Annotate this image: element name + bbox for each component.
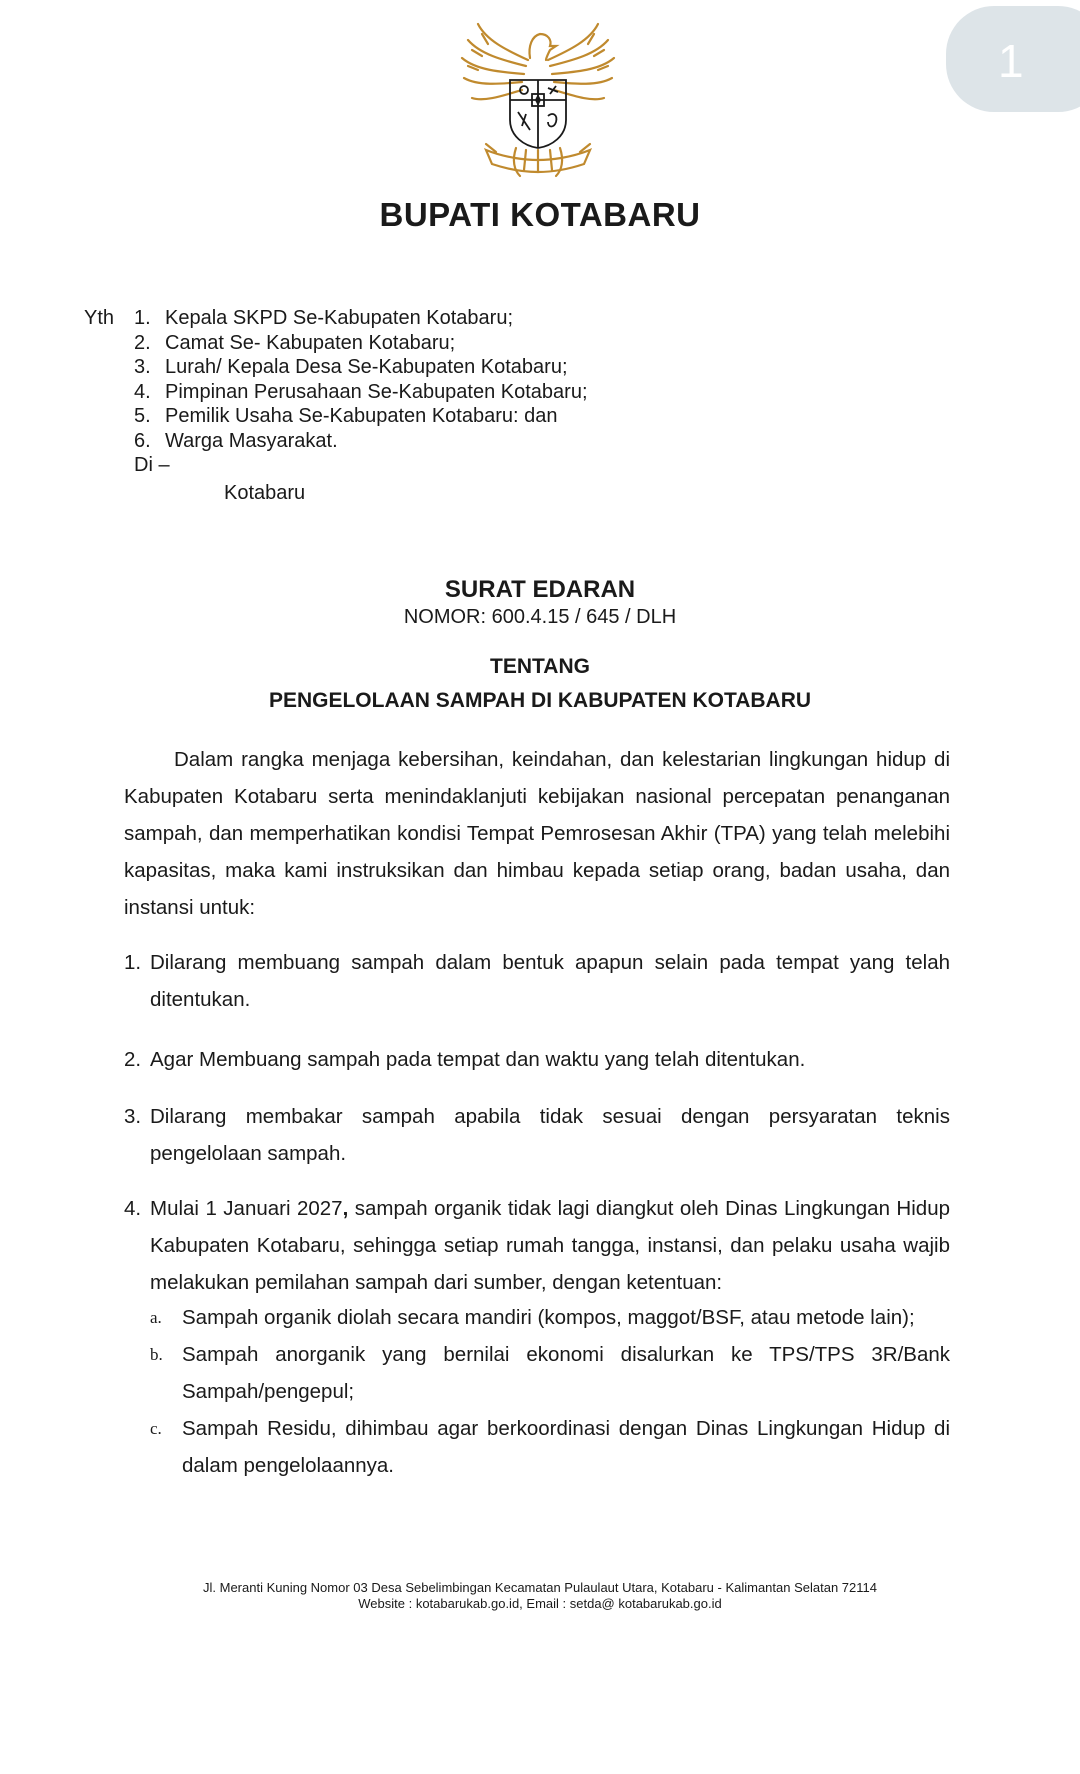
document-title: BUPATI KOTABARU	[379, 196, 701, 233]
list-item: 1. Kepala SKPD Se-Kabupaten Kotabaru;	[134, 307, 514, 329]
sub-list-item: c. Sampah Residu, dihimbau agar berkoordinasi dengan Dinas Lingkungan Hidup di dalam pengelolaannya.	[150, 1417, 950, 1477]
list-item: 2. Agar Membuang sampah pada tempat dan waktu yang telah ditentukan.	[124, 1048, 806, 1071]
list-item: 3. Lurah/ Kepala Desa Se-Kabupaten Kotabaru;	[134, 356, 568, 378]
list-item: 2. Camat Se- Kabupaten Kotabaru;	[134, 331, 456, 354]
list-item: 4. Mulai 1 Januari 2027, sampah organik tidak lagi diangkut oleh Dinas Lingkungan Hidup Kabupaten Kotabaru, sehingga setiap rumah tangga, instansi, dan pelaku usaha wajib melakukan pemilahan sampah dari sumber, dengan ketentuan:	[124, 1197, 950, 1294]
letter-subject: PENGELOLAAN SAMPAH DI KABUPATEN KOTABARU	[268, 689, 812, 712]
letter-about-label: TENTANG	[490, 655, 590, 678]
letter-intro: Dalam rangka menjaga kebersihan, keindahan, dan kelestarian lingkungan hidup di Kabupaten Kotabaru serta menindaklanjuti kebijakan nasional percepatan penanganan sampah, dan memperhatikan kondisi Tempat Pemrosesan Akhir (TPA) yang telah melebihi kapasitas, maka kami instruksikan dan himbau kepada setiap orang, badan usaha, dan instansi untuk:	[124, 748, 950, 919]
page-number-badge	[946, 6, 1080, 112]
letter-type: SURAT EDARAN	[444, 576, 636, 603]
footer-address: Jl. Meranti Kuning Nomor 03 Desa Sebelimbingan Kecamatan Pulaulaut Utara, Kotabaru - Kalimantan Selatan 72114	[203, 1580, 877, 1595]
sub-list-item: b. Sampah anorganik yang bernilai ekonomi disalurkan ke TPS/TPS 3R/Bank Sampah/pengepul;	[150, 1343, 950, 1403]
list-item: 1. Dilarang membuang sampah dalam bentuk apapun selain pada tempat yang telah ditentukan.	[124, 951, 950, 1011]
page-number: 1	[998, 35, 1024, 87]
list-item: 6. Warga Masyarakat.	[134, 429, 338, 452]
recipients-salutation: Yth	[84, 307, 115, 329]
list-item: 3. Dilarang membakar sampah apabila tidak sesuai dengan persyaratan teknis pengelolaan sampah.	[124, 1105, 950, 1165]
sub-list-item: a. Sampah organik diolah secara mandiri (kompos, maggot/BSF, atau metode lain);	[150, 1306, 915, 1329]
recipients-list	[134, 306, 734, 453]
footer	[0, 1580, 1080, 1612]
list-item: 5. Pemilik Usaha Se-Kabupaten Kotabaru: dan	[134, 405, 558, 427]
recipients-place: Kotabaru	[224, 482, 306, 504]
recipients-di: Di –	[134, 454, 170, 476]
footer-contact: Website : kotabarukab.go.id, Email : setda@ kotabarukab.go.id	[358, 1596, 722, 1611]
letter-number: NOMOR: 600.4.15 / 645 / DLH	[403, 606, 677, 628]
list-item: 4. Pimpinan Perusahaan Se-Kabupaten Kotabaru;	[134, 380, 588, 403]
garuda-emblem-icon	[456, 20, 620, 182]
